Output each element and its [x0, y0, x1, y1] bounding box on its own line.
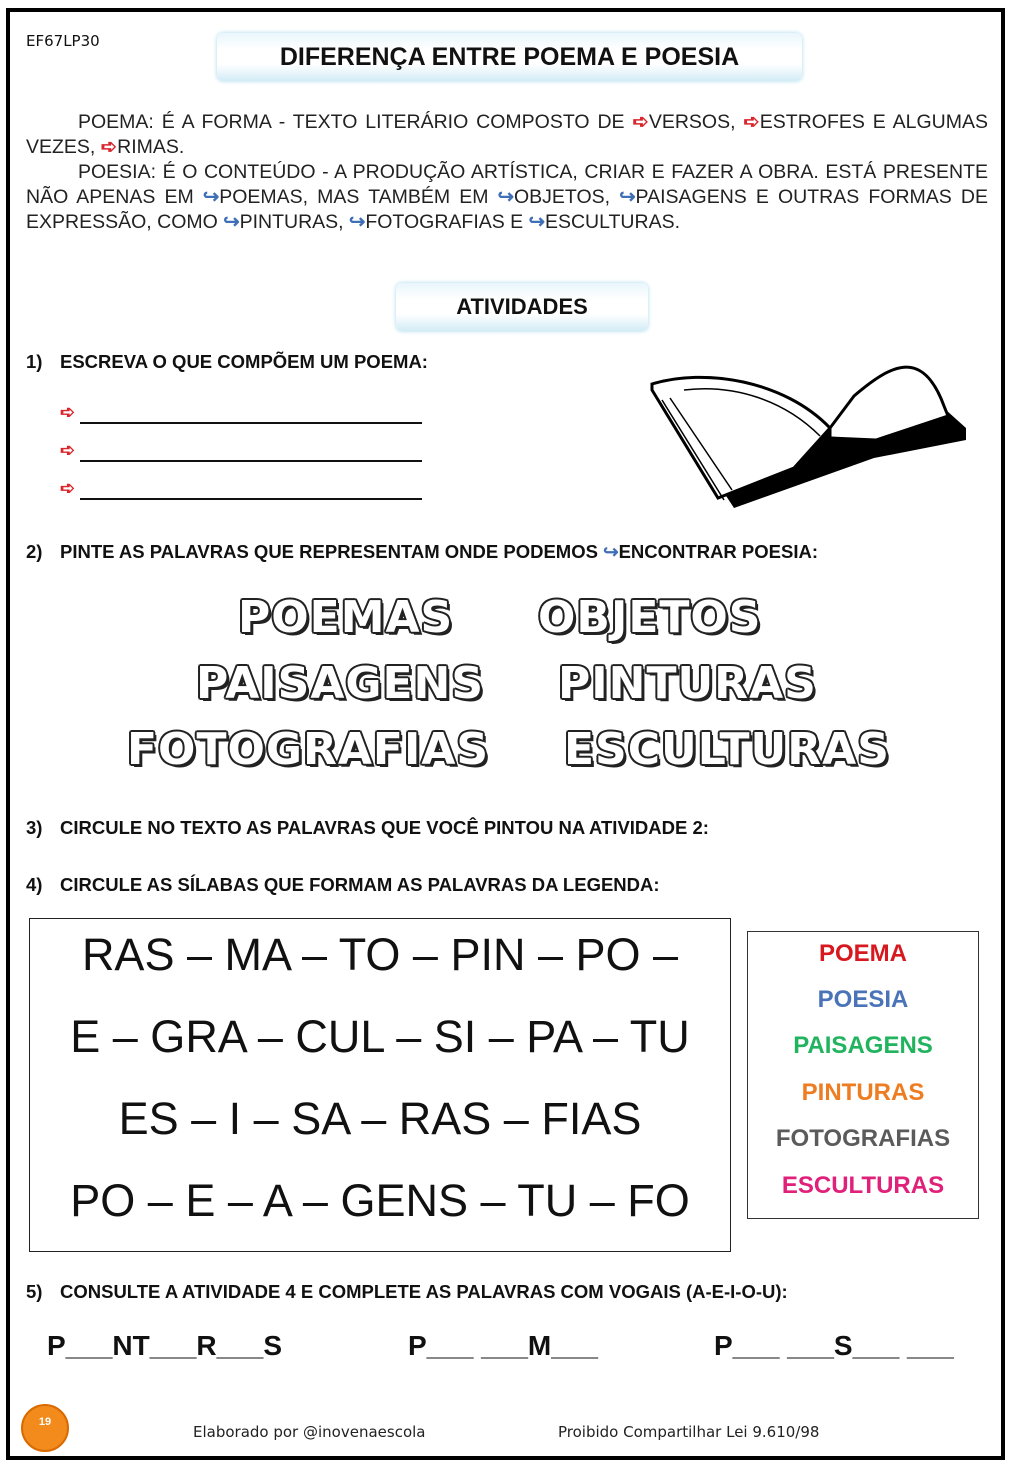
hook-arrow-icon: ↪ [603, 541, 619, 562]
legend-item: FOTOGRAFIAS [775, 1125, 951, 1152]
question-1: 1) ESCREVA O QUE COMPÕEM UM POEMA: [26, 351, 428, 372]
legend-item: POESIA [817, 986, 909, 1013]
arrow-icon: ➪ [632, 111, 649, 133]
hook-arrow-icon: ↪ [349, 211, 366, 233]
question-3: 3) CIRCULE NO TEXTO AS PALAVRAS QUE VOCÊ PINTOU NA ATIVIDADE 2: [26, 817, 709, 838]
poema-definition: POEMA: É A FORMA - TEXTO LITERÁRIO COMPOSTO DE ➪VERSOS, ➪ESTROFES E ALGUMAS VEZES, ➪RIMAS. [26, 111, 988, 158]
legend-item: POEMA [818, 940, 907, 967]
syllable-row[interactable]: ES – I – SA – RAS – FIAS [118, 1093, 642, 1144]
word-art-esculturas[interactable]: ESCULTURAS [564, 724, 890, 775]
footer-author: Elaborado por @inovenaescola [193, 1423, 426, 1441]
fill-word-pinturas[interactable]: P___NT___R___S [47, 1330, 283, 1361]
hook-arrow-icon: ↪ [202, 186, 220, 208]
word-art-fotografias[interactable]: FOTOGRAFIAS [127, 724, 490, 775]
syllable-row[interactable]: E – GRA – CUL – SI – PA – TU [70, 1011, 690, 1062]
activities-title: ATIVIDADES [396, 283, 648, 331]
legend-item: PINTURAS [801, 1079, 925, 1106]
word-art-paisagens[interactable]: PAISAGENS [196, 658, 485, 709]
syllable-row[interactable]: PO – E – A – GENS – TU – FO [70, 1175, 690, 1226]
arrow-icon: ➪ [60, 440, 76, 460]
arrow-icon: ➪ [100, 136, 118, 158]
fill-word-poema[interactable]: P___ ___M___ [408, 1330, 598, 1361]
legend-item: ESCULTURAS [781, 1172, 945, 1199]
arrow-icon: ➪ [60, 402, 76, 422]
hook-arrow-icon: ↪ [497, 186, 514, 208]
legend-box [747, 931, 979, 1219]
hook-arrow-icon: ↪ [528, 211, 545, 233]
syllable-row[interactable]: RAS – MA – TO – PIN – PO – [81, 929, 679, 980]
question-4: 4) CIRCULE AS SÍLABAS QUE FORMAM AS PALAVRAS DA LEGENDA: [26, 874, 660, 895]
page-title: DIFERENÇA ENTRE POEMA E POESIA [217, 33, 802, 81]
footer-copyright: Proibido Compartilhar Lei 9.610/98 [558, 1423, 820, 1441]
hook-arrow-icon: ↪ [619, 186, 636, 208]
question-5: 5) CONSULTE A ATIVIDADE 4 E COMPLETE AS PALAVRAS COM VOGAIS (A-E-I-O-U): [26, 1281, 788, 1302]
syllable-box [29, 918, 731, 1252]
intro-text [26, 110, 988, 235]
word-art-pinturas[interactable]: PINTURAS [558, 658, 817, 709]
fill-word-poesia[interactable]: P___ ___S___ ___ [714, 1330, 954, 1361]
hook-arrow-icon: ↪ [223, 211, 240, 233]
word-art-poemas[interactable]: POEMAS [238, 592, 454, 643]
logo: 19 [21, 1404, 69, 1452]
arrow-icon: ➪ [743, 111, 760, 133]
open-book-illustration [644, 340, 974, 510]
poesia-definition: POESIA: É O CONTEÚDO - A PRODUÇÃO ARTÍSTICA, CRIAR E FAZER A OBRA. ESTÁ PRESENTE NÃO APENAS EM ↪POEMAS, MAS TAMBÉM EM ↪OBJETOS, ↪PAISAGENS E OUTRAS FORMAS DE EXPRESSÃO, COMO ↪PINTURAS, ↪FOTOGRAFIAS E ↪ESCULTURAS. [26, 161, 988, 233]
arrow-icon: ➪ [60, 478, 76, 498]
skill-code: EF67LP30 [26, 32, 100, 50]
word-art-objetos[interactable]: OBJETOS [538, 592, 762, 643]
legend-item: PAISAGENS [793, 1032, 933, 1059]
question-2: 2) PINTE AS PALAVRAS QUE REPRESENTAM ONDE PODEMOS ↪ENCONTRAR POESIA: [26, 541, 818, 562]
